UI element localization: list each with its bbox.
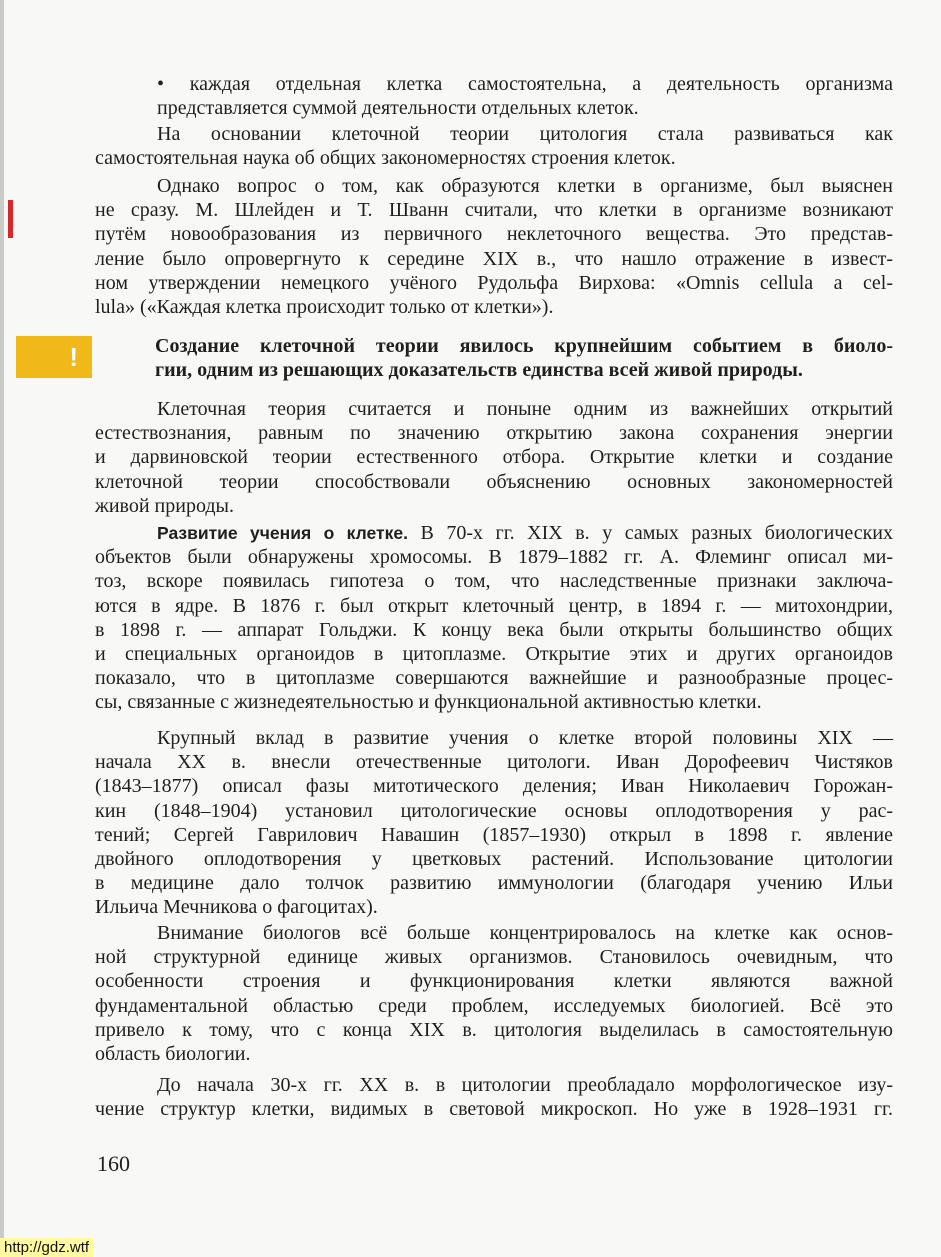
text-line: естествознания, равным по значению открытию закона сохранения энергии — [95, 422, 893, 445]
paragraph — [95, 397, 893, 518]
text-line: Однако вопрос о том, как образуются клетки в организме, был выяснен — [157, 175, 893, 197]
text-line: живой природы. — [95, 494, 234, 517]
page-number: 160 — [97, 1151, 130, 1176]
text-line: На основании клеточной теории цитология стала развиваться как — [157, 123, 893, 145]
text-line: особенности строения и функционирования клетки являются важной — [95, 970, 893, 993]
text-line: путём новообразования из первичного неклеточного вещества. Это представ- — [95, 223, 893, 246]
watermark-link[interactable]: http://gdz.wtf — [0, 1238, 93, 1257]
text-line: объектов были обнаружены хромосомы. В 1879–1882 гг. А. Флеминг описал ми- — [95, 546, 893, 569]
page-edge — [0, 0, 4, 1257]
exclamation-icon: ! — [69, 342, 78, 372]
text-line: не сразу. М. Шлейден и Т. Шванн считали, что клетки в организме возникают — [95, 199, 893, 222]
text-line: чение структур клетки, видимых в световой микроскоп. Но уже в 1928–1931 гг. — [95, 1098, 893, 1121]
text-line: начала XX в. внесли отечественные цитологи. Иван Дорофеевич Чистяков — [95, 751, 893, 774]
text-line: Создание клеточной теории явилось крупнейшим событием в биоло- — [155, 335, 893, 357]
text-line: Внимание биологов всё больше концентрировалось на клетке как основ- — [157, 922, 893, 944]
text-line: гии, одним из решающих доказательств единства всей живой природы. — [155, 359, 803, 382]
text-line: фундаментальной областью среди проблем, исследуемых биологией. Всё это — [95, 994, 893, 1017]
text-line: представляется суммой деятельности отдельных клеток. — [157, 97, 639, 120]
text-line — [95, 521, 893, 545]
paragraph — [95, 122, 893, 170]
section-heading: Развитие учения о клетке. — [157, 523, 408, 543]
paragraph — [95, 1073, 893, 1121]
text-line: самостоятельная наука об общих закономерностях строения клеток. — [95, 147, 676, 170]
text-line-content: В 70-х гг. XIX в. у самых разных биологических — [407, 522, 894, 544]
text-line: (1843–1877) описал фазы митотического деления; Иван Николаевич Горожан- — [95, 775, 893, 798]
paragraph — [95, 726, 893, 920]
text-line: в 1898 г. — аппарат Гольджи. К концу века были открыты большинство общих — [95, 618, 893, 641]
text-line: сы, связанные с жизнедеятельностью и функциональной активностью клетки. — [95, 691, 762, 714]
text-line: и специальных органоидов в цитоплазме. Открытие этих и других органоидов — [95, 642, 893, 665]
paragraph — [95, 521, 893, 715]
paragraph — [95, 921, 893, 1066]
paragraph — [95, 72, 893, 120]
paragraph — [95, 174, 893, 319]
text-line: • каждая отдельная клетка самостоятельна, а деятельность организма — [157, 73, 893, 95]
text-line: область биологии. — [95, 1042, 251, 1065]
text-line: привело к тому, что с конца XIX в. цитология выделилась в самостоятельную — [95, 1018, 893, 1041]
text-line: ются в ядре. В 1876 г. был открыт клеточный центр, в 1894 г. — митохондрии, — [95, 594, 893, 617]
text-line: кин (1848–1904) установил цитологические основы оплодотворения у рас- — [95, 799, 893, 822]
text-line: Крупный вклад в развитие учения о клетке второй половины XIX — — [157, 727, 893, 749]
text-line: До начала 30-х гг. XX в. в цитологии преобладало морфологическое изу- — [157, 1074, 893, 1096]
text-line: lula» («Каждая клетка происходит только от клетки»). — [95, 295, 554, 318]
text-line: показало, что в цитоплазме совершаются важнейшие и разнообразные процес- — [95, 667, 893, 690]
text-line: тений; Сергей Гаврилович Навашин (1857–1930) открыл в 1898 г. явление — [95, 823, 893, 846]
important-note-marker — [16, 336, 92, 378]
red-margin-marker — [8, 200, 13, 238]
text-line: ление было опровергнуто к середине XIX в., что нашло отражение в извест- — [95, 247, 893, 270]
text-line: тоз, вскоре появилась гипотеза о том, что наследственные признаки заключа- — [95, 570, 893, 593]
text-line: клеточной теории способствовали объяснению основных закономерностей — [95, 470, 893, 493]
highlighted-statement — [155, 334, 893, 382]
text-line: ной структурной единице живых организмов. Становилось очевидным, что — [95, 946, 893, 969]
text-line: ном утверждении немецкого учёного Рудольфа Вирхова: «Omnis cellula a cel- — [95, 271, 893, 294]
text-line: Ильича Мечникова о фагоцитах). — [95, 896, 378, 919]
text-line: двойного оплодотворения у цветковых растений. Использование цитологии — [95, 847, 893, 870]
text-line: и дарвиновской теории естественного отбора. Открытие клетки и создание — [95, 446, 893, 469]
text-line: Клеточная теория считается и поныне одним из важнейших открытий — [157, 398, 893, 420]
text-line: в медицине дало толчок развитию иммунологии (благодаря учению Ильи — [95, 872, 893, 895]
